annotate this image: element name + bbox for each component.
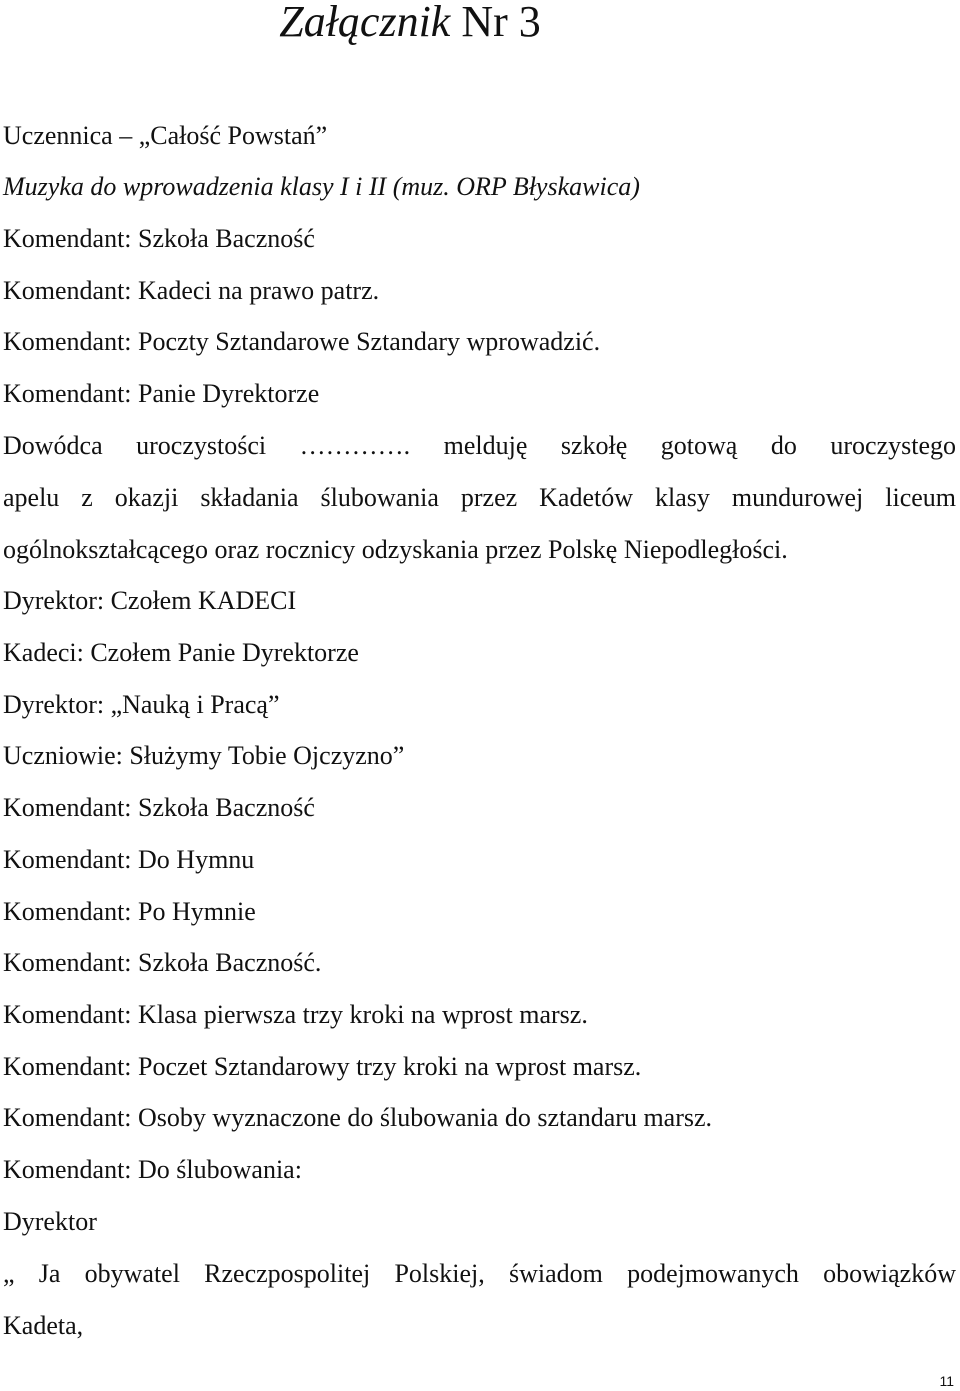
text-line-italic: Muzyka do wprowadzenia klasy I i II (muz. ORP Błyskawica) [3,172,640,201]
text-line: Komendant: Poczet Sztandarowy trzy kroki na wprost marsz. [3,1052,642,1081]
text-line: Kadeci: Czołem Panie Dyrektorze [3,638,359,667]
text-line: Dyrektor: „Nauką i Pracą” [3,690,280,719]
text-line: Komendant: Klasa pierwsza trzy kroki na wprost marsz. [3,1000,588,1029]
text-line: Komendant: Po Hymnie [3,897,256,926]
text-line: Komendant: Poczty Sztandarowe Sztandary wprowadzić. [3,327,601,356]
text-line: Dyrektor [3,1207,97,1236]
text-line: Dowódca uroczystości …………. melduję szkołę gotową do uroczystego [3,431,956,460]
text-line: Komendant: Do Hymnu [3,845,255,874]
document-title [0,0,820,48]
text-line: Komendant: Do ślubowania: [3,1155,302,1184]
text-line: Komendant: Szkoła Baczność. [3,948,322,977]
text-line: Kadeta, [3,1311,84,1340]
text-line: apelu z okazji składania ślubowania przez Kadetów klasy mundurowej liceum [3,483,956,512]
text-line: „ Ja obywatel Rzeczpospolitej Polskiej, świadom podejmowanych obowiązków [3,1259,956,1288]
text-line: Komendant: Kadeci na prawo patrz. [3,276,380,305]
title-word: Załącznik [279,0,451,46]
text-line: Uczennica – „Całość Powstań” [3,121,328,150]
page-number: 11 [939,1373,954,1389]
text-line: Uczniowie: Służymy Tobie Ojczyzno” [3,741,405,770]
text-line: ogólnokształcącego oraz rocznicy odzyskania przez Polskę Niepodległości. [3,535,788,564]
title-number: Nr 3 [461,0,541,46]
text-line: Komendant: Osoby wyznaczone do ślubowania do sztandaru marsz. [3,1103,713,1132]
text-line: Komendant: Szkoła Baczność [3,793,315,822]
text-line: Komendant: Panie Dyrektorze [3,379,320,408]
text-line: Dyrektor: Czołem KADECI [3,586,297,615]
text-line: Komendant: Szkoła Baczność [3,224,315,253]
